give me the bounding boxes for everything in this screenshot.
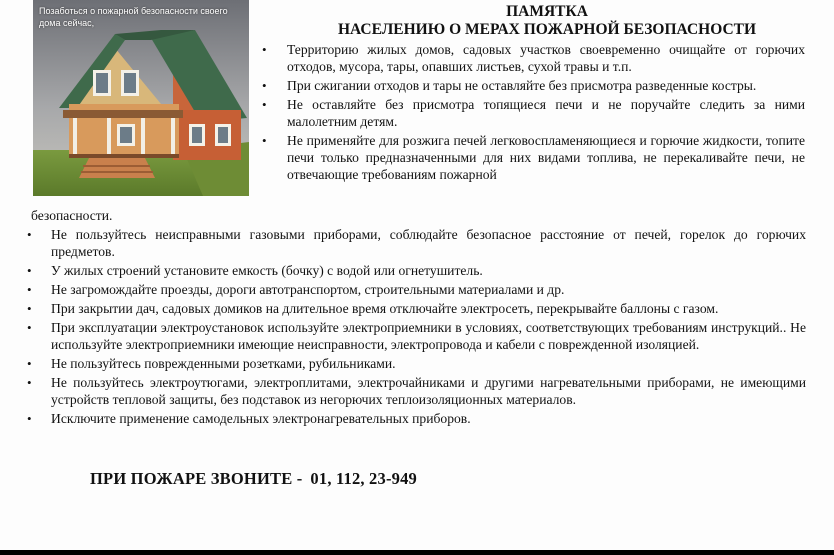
- memo-subtitle: НАСЕЛЕНИЮ О МЕРАХ ПОЖАРНОЙ БЕЗОПАСНОСТИ: [337, 21, 757, 38]
- list-item: • У жилых строений установите емкость (бочку) с водой или огнетушитель.: [51, 262, 806, 279]
- list-item: • Не пользуйтесь поврежденными розетками, рубильниками.: [51, 355, 806, 372]
- list-item: • Не пользуйтесь электроутюгами, электроплитами, электрочайниками и другими нагревательными приборами, не имеющими устройств тепловой защиты, без подставок из негорючих теплоизоляционных материалов.: [51, 374, 806, 408]
- emergency-call: [90, 469, 417, 489]
- memo-title: ПАМЯТКА: [506, 3, 588, 20]
- list-item-continuation: безопасности.: [31, 208, 113, 223]
- list-item: • При сжигании отходов и тары не оставляйте без присмотра разведенные костры.: [287, 77, 805, 94]
- bottom-rules-list: [51, 226, 806, 429]
- emergency-call-label: ПРИ ПОЖАРЕ ЗВОНИТЕ -: [90, 469, 303, 488]
- list-item: • Не пользуйтесь неисправными газовыми приборами, соблюдайте безопасное расстояние от печей, горелок до горючих предметов.: [51, 226, 806, 260]
- list-item: • Территорию жилых домов, садовых участков своевременно очищайте от горючих отходов, мусора, тары, опавших листьев, сухой травы и т.п.: [287, 41, 805, 75]
- list-item: • При эксплуатации электроустановок используйте электроприемники в условиях, соответствующих требованиям инструкций.. Не используйте электроприемники имеющие неисправности, электропровода и кабели с поврежденной изоляцией.: [51, 319, 806, 353]
- house-photo: [33, 0, 249, 196]
- house-illustration: [33, 0, 249, 196]
- emergency-numbers: 01, 112, 23-949: [310, 469, 418, 488]
- top-rules-list: [287, 41, 805, 185]
- photo-caption: Позаботься о пожарной безопасности своего дома сейчас,: [39, 6, 228, 28]
- list-item: • Исключите применение самодельных электронагревательных приборов.: [51, 410, 806, 427]
- list-item: • Не загромождайте проезды, дороги автотранспортом, строительными материалами и др.: [51, 281, 806, 298]
- list-item: • При закрытии дач, садовых домиков на длительное время отключайте электросеть, перекрывайте баллоны с газом.: [51, 300, 806, 317]
- list-item: • Не применяйте для розжига печей легковоспламеняющиеся и горючие жидкости, топите печи только предназначенными для них видами топлива, не перекаливайте печи, не отвечающие требованиям пожарной: [287, 132, 805, 183]
- list-item: • Не оставляйте без присмотра топящиеся печи и не поручайте следить за ними малолетним детям.: [287, 96, 805, 130]
